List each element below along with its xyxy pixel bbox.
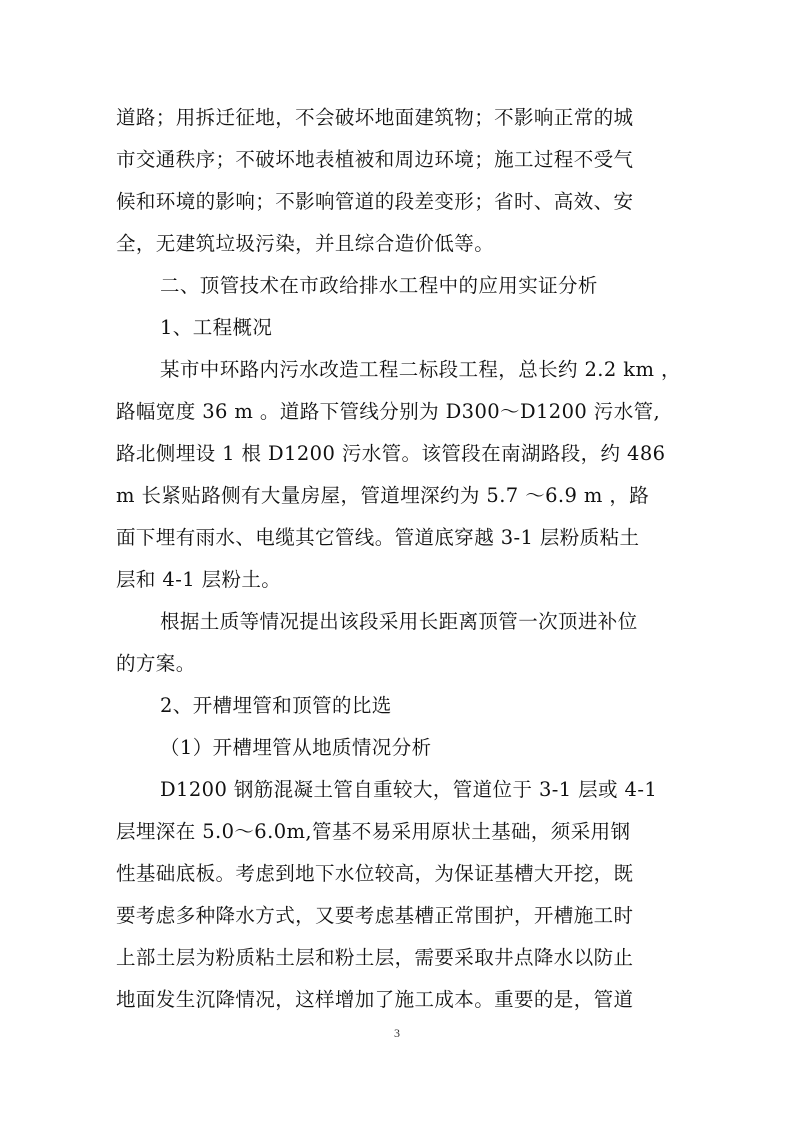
text-line: D1200 钢筋混凝土管自重较大，管道位于 3-1 层或 4-1 [160, 778, 658, 801]
text-line: 路幅宽度 36 m 。道路下管线分别为 D300～D1200 污水管, [116, 400, 661, 423]
text-line: 性基础底板。考虑到地下水位较高，为保证基槽大开挖，既 [116, 862, 634, 885]
page-number: 3 [394, 1026, 400, 1040]
text-line: 层和 4-1 层粉土。 [116, 568, 282, 591]
text-line: 某市中环路内污水改造工程二标段工程，总长约 2.2 km ， [160, 358, 681, 381]
subsection-heading: 1、工程概况 [160, 316, 273, 339]
text-line: m 长紧贴路侧有大量房屋，管道埋深约为 5.7 ～6.9 m ，路 [116, 484, 650, 507]
text-line: 全，无建筑垃圾污染，并且综合造价低等。 [116, 232, 495, 255]
text-line: 根据土质等情况提出该段采用长距离顶管一次顶进补位 [160, 610, 638, 633]
subsection-heading: （1）开槽埋管从地质情况分析 [160, 736, 432, 759]
subsection-heading: 2、开槽埋管和顶管的比选 [160, 694, 392, 717]
text-line: 候和环境的影响；不影响管道的段差变形；省时、高效、安 [116, 190, 634, 213]
text-line: 要考虑多种降水方式，又要考虑基槽正常围护，开槽施工时 [116, 904, 634, 927]
text-line: 地面发生沉降情况，这样增加了施工成本。重要的是，管道 [116, 988, 634, 1011]
text-line: 的方案。 [116, 652, 196, 675]
text-line: 市交通秩序；不破坏地表植被和周边环境；施工过程不受气 [116, 148, 634, 171]
text-line: 道路；用拆迁征地，不会破坏地面建筑物；不影响正常的城 [116, 106, 634, 129]
text-line: 层埋深在 5.0～6.0m,管基不易采用原状土基础，须采用钢 [116, 820, 631, 843]
text-line: 上部土层为粉质粘土层和粉土层，需要采取井点降水以防止 [116, 946, 634, 969]
section-heading: 二、顶管技术在市政给排水工程中的应用实证分析 [160, 274, 598, 297]
text-line: 路北侧埋设 1 根 D1200 污水管。该管段在南湖路段，约 486 [116, 442, 666, 465]
text-line: 面下埋有雨水、电缆其它管线。管道底穿越 3-1 层粉质粘土 [116, 526, 640, 549]
